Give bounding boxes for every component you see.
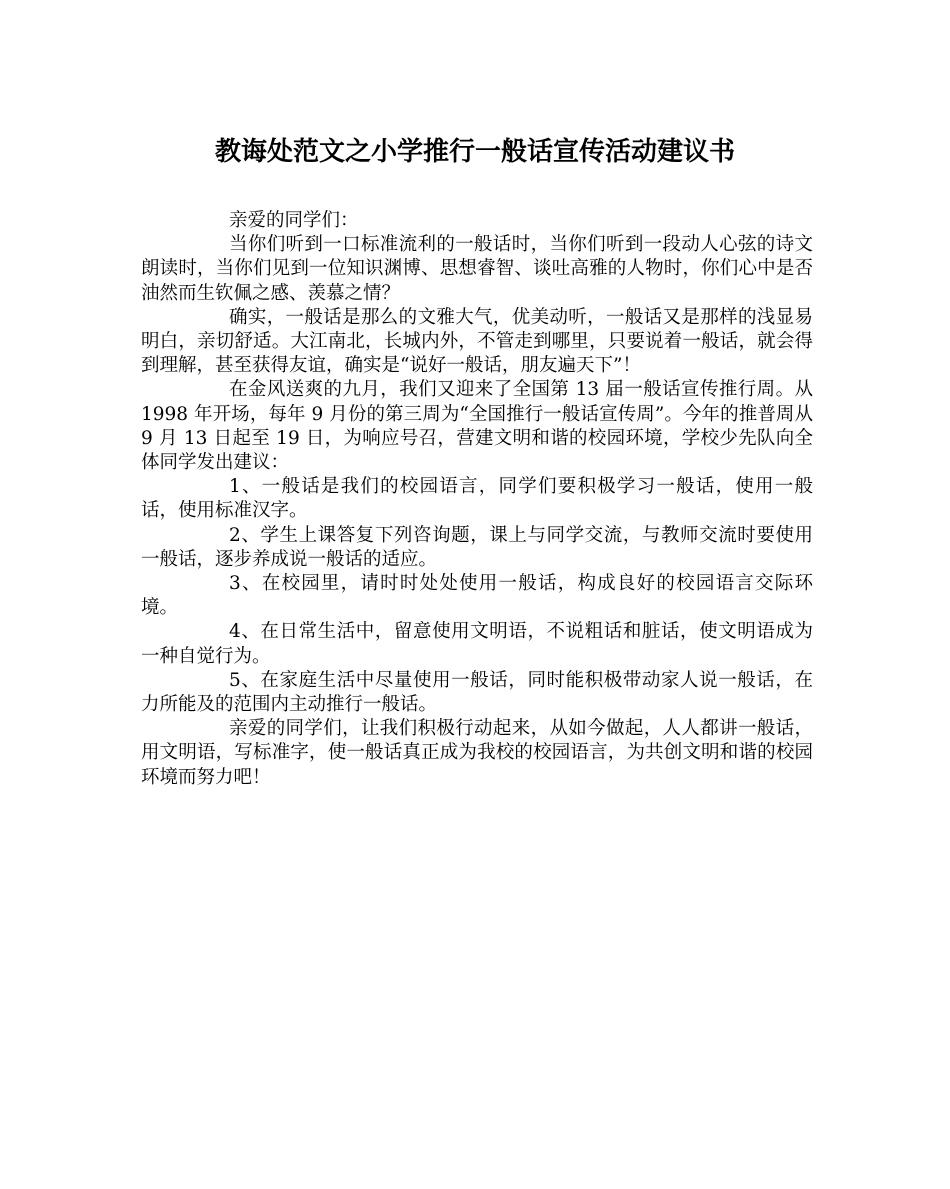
proposal-item-1: 1、一般话是我们的校园语言，同学们要积极学习一般话，使用一般话，使用标准汉字。 (141, 476, 813, 522)
document-title: 教诲处范文之小学推行一般话宣传活动建议书 (214, 137, 735, 167)
proposal-item-5: 5、在家庭生活中尽量使用一般话，同时能积极带动家人说一般话，在力所能及的范围内主动推行一般话。 (141, 669, 813, 716)
proposal-item-4: 4、在日常生活中，留意使用文明语，不说粗话和脏话，使文明语成为一种自觉行为。 (141, 621, 813, 667)
document-body (141, 209, 813, 790)
proposal-item-2: 2、学生上课答复下列咨询题，课上与同学交流，与教师交流时要使用一般话，逐步养成说一般话的适应。 (141, 524, 813, 570)
proposal-item-3: 3、在校园里，请时时处处使用一般话，构成良好的校园语言交际环境。 (141, 573, 813, 619)
paragraph: 确实，一般话是那么的文雅大气，优美动听，一般话又是那样的浅显易明白，亲切舒适。大江南北，长城内外，不管走到哪里，只要说着一般话，就会得到理解，甚至获得友谊，确实是“说好一般话，朋友遍天下”！ (141, 306, 813, 377)
closing-paragraph: 亲爱的同学们，让我们积极行动起来，从如今做起，人人都讲一般话，用文明语，写标准字，使一般话真正成为我校的校园语言，为共创文明和谐的校园环境而努力吧！ (141, 718, 813, 788)
paragraph: 当你们听到一口标准流利的一般话时，当你们听到一段动人心弦的诗文朗读时，当你们见到一位知识渊博、思想睿智、谈吐高雅的人物时，你们心中是否油然而生钦佩之感、羡慕之情？ (141, 234, 813, 304)
salutation: 亲爱的同学们： (229, 210, 359, 231)
paragraph: 在金风送爽的九月，我们又迎来了全国第 13 届一般话宣传推行周。从 1998 年开场，每年 9 月份的第三周为“全国推行一般话宣传周”。今年的推普周从 9 月 13 日起至 19 日，为响应号召，营建文明和谐的校园环境，学校少先队向全体同学发出建议： (141, 379, 813, 474)
